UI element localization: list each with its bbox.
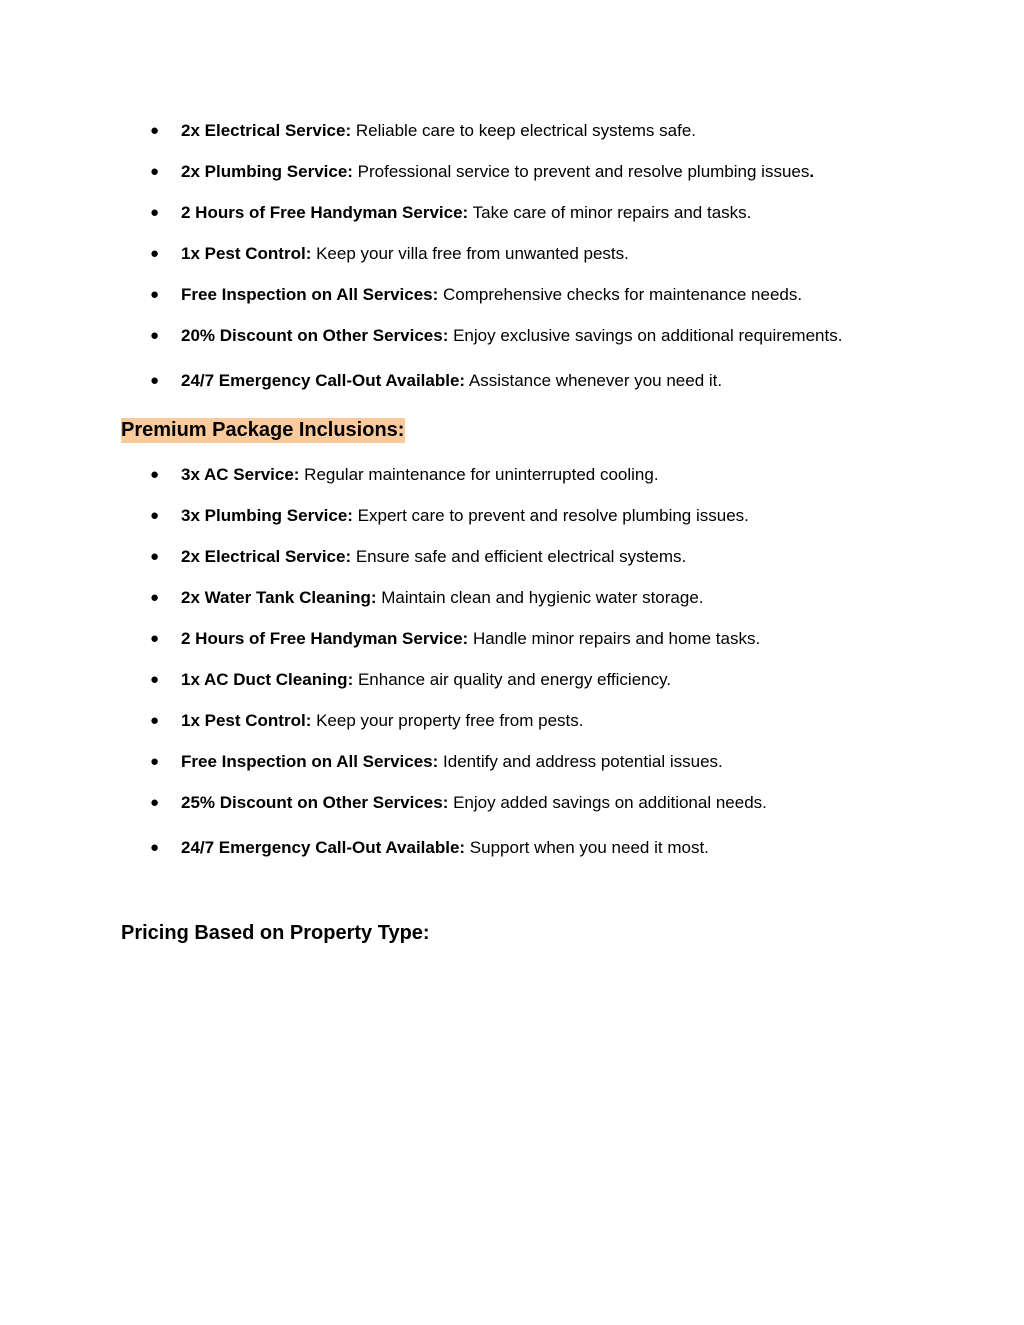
item-term: 24/7 Emergency Call-Out Available: bbox=[181, 838, 466, 857]
bullet-icon: ● bbox=[150, 712, 160, 729]
bullet-icon: ● bbox=[150, 839, 160, 856]
item-description: Comprehensive checks for maintenance needs. bbox=[438, 285, 803, 304]
item-description: Enjoy added savings on additional needs. bbox=[448, 793, 767, 812]
item-term: 2 Hours of Free Handyman Service: bbox=[181, 203, 469, 222]
item-description: Take care of minor repairs and tasks. bbox=[468, 203, 752, 222]
item-description: Enhance air quality and energy efficiency. bbox=[353, 670, 672, 689]
item-term: 3x AC Service: bbox=[181, 465, 300, 484]
bullet-icon: ● bbox=[150, 589, 160, 606]
bullet-icon: ● bbox=[150, 327, 160, 344]
item-term: Free Inspection on All Services: bbox=[181, 285, 439, 304]
bullet-icon: ● bbox=[150, 122, 160, 139]
item-description: Keep your property free from pests. bbox=[311, 711, 584, 730]
item-description: Identify and address potential issues. bbox=[438, 752, 723, 771]
bullet-icon: ● bbox=[150, 245, 160, 262]
bullet-icon: ● bbox=[150, 507, 160, 524]
item-term: 24/7 Emergency Call-Out Available: bbox=[181, 371, 466, 390]
item-description: Handle minor repairs and home tasks. bbox=[468, 629, 761, 648]
item-term: 1x Pest Control: bbox=[181, 244, 312, 263]
bullet-icon: ● bbox=[150, 204, 160, 221]
item-term: 20% Discount on Other Services: bbox=[181, 326, 449, 345]
item-description: Maintain clean and hygienic water storage. bbox=[376, 588, 704, 607]
item-description: Professional service to prevent and resolve plumbing issues bbox=[352, 162, 810, 181]
item-description: Regular maintenance for uninterrupted cooling. bbox=[299, 465, 659, 484]
item-term: 2x Water Tank Cleaning: bbox=[181, 588, 377, 607]
item-description: Ensure safe and efficient electrical systems. bbox=[351, 547, 687, 566]
premium-package-heading bbox=[121, 418, 405, 442]
bullet-icon: ● bbox=[150, 286, 160, 303]
item-term: 2 Hours of Free Handyman Service: bbox=[181, 629, 469, 648]
item-description-end: . bbox=[809, 162, 815, 181]
bullet-icon: ● bbox=[150, 794, 160, 811]
pricing-heading: Pricing Based on Property Type: bbox=[121, 922, 430, 944]
item-term: 2x Plumbing Service: bbox=[181, 162, 353, 181]
item-term: 2x Electrical Service: bbox=[181, 547, 352, 566]
item-description: Reliable care to keep electrical systems safe. bbox=[351, 121, 696, 140]
item-description: Enjoy exclusive savings on additional requirements. bbox=[448, 326, 843, 345]
bullet-icon: ● bbox=[150, 671, 160, 688]
item-description: Assistance whenever you need it. bbox=[465, 371, 723, 390]
item-description: Keep your villa free from unwanted pests. bbox=[311, 244, 629, 263]
bullet-icon: ● bbox=[150, 163, 160, 180]
item-description: Support when you need it most. bbox=[465, 838, 709, 857]
item-term: 3x Plumbing Service: bbox=[181, 506, 353, 525]
item-term: 1x Pest Control: bbox=[181, 711, 312, 730]
item-description: Expert care to prevent and resolve plumbing issues. bbox=[352, 506, 749, 525]
bullet-icon: ● bbox=[150, 548, 160, 565]
bullet-icon: ● bbox=[150, 630, 160, 647]
bullet-icon: ● bbox=[150, 753, 160, 770]
item-term: 1x AC Duct Cleaning: bbox=[181, 670, 354, 689]
bullet-icon: ● bbox=[150, 372, 160, 389]
item-term: Free Inspection on All Services: bbox=[181, 752, 439, 771]
item-term: 25% Discount on Other Services: bbox=[181, 793, 449, 812]
item-term: 2x Electrical Service: bbox=[181, 121, 352, 140]
bullet-icon: ● bbox=[150, 466, 160, 483]
premium-package-heading-text: Premium Package Inclusions: bbox=[121, 419, 405, 441]
